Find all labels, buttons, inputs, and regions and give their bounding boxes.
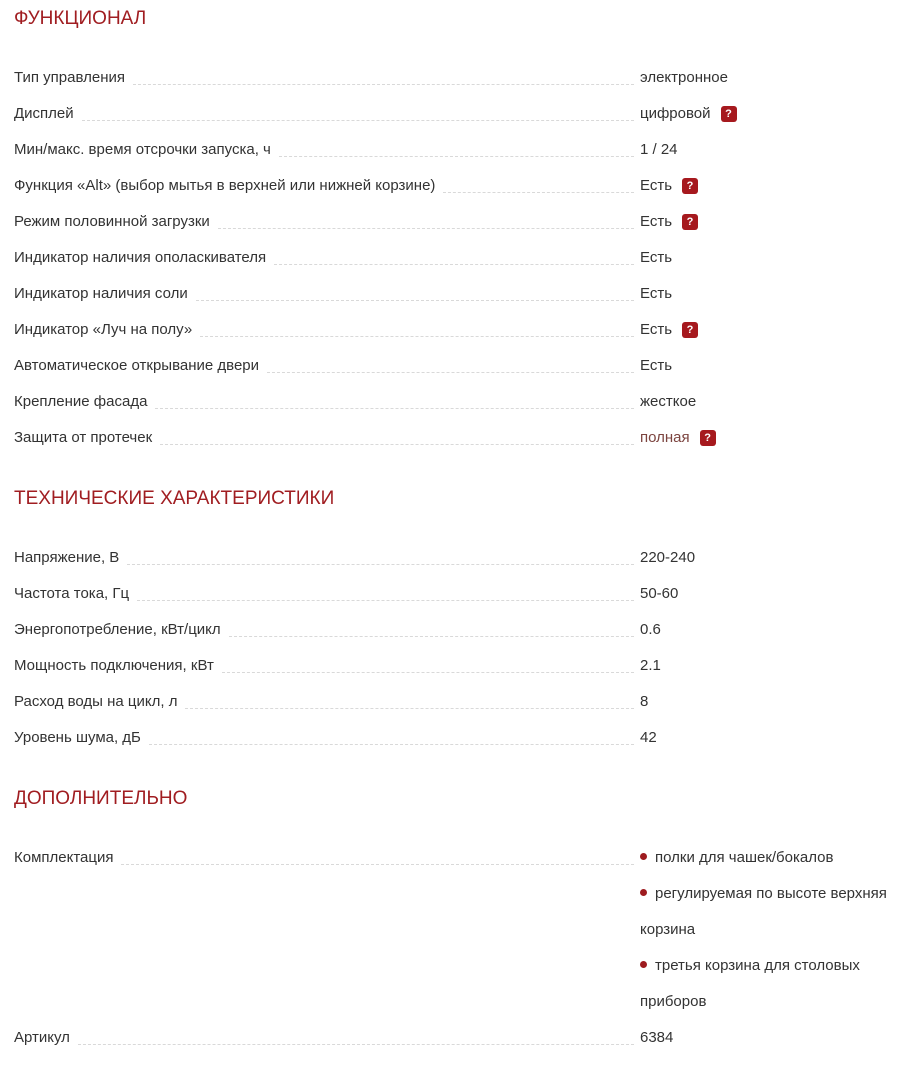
spec-sections [14, 8, 892, 1056]
spec-value-text: 50-60 [640, 585, 679, 602]
spec-value [640, 540, 892, 576]
bullet-item-text: третья корзина для столовых приборов [640, 957, 860, 1010]
spec-value [640, 576, 892, 612]
help-tooltip-icon[interactable]: ? [682, 178, 698, 194]
spec-value-text: 42 [640, 729, 657, 746]
spec-value [640, 840, 892, 1020]
spec-value [640, 648, 892, 684]
spec-value-text: Есть [640, 321, 673, 338]
spec-row [14, 132, 892, 168]
spec-value [640, 420, 892, 456]
spec-label: Автоматическое открывание двери [14, 357, 260, 374]
spec-value [640, 168, 892, 204]
spec-row [14, 840, 892, 1020]
spec-value-text: 0.6 [640, 621, 661, 638]
spec-row [14, 168, 892, 204]
dotted-leader-line [133, 60, 634, 85]
spec-label-area [14, 312, 640, 348]
spec-value [640, 312, 892, 348]
spec-row [14, 276, 892, 312]
spec-value-text: 1 / 24 [640, 141, 678, 158]
spec-row [14, 384, 892, 420]
spec-label: Индикатор «Луч на полу» [14, 321, 193, 338]
spec-row [14, 684, 892, 720]
spec-label: Артикул [14, 1029, 70, 1046]
spec-row [14, 540, 892, 576]
spec-label: Функция «Alt» (выбор мытья в верхней или нижней корзине) [14, 177, 436, 194]
dotted-leader-line [274, 240, 634, 265]
help-tooltip-icon[interactable]: ? [682, 214, 698, 230]
spec-value-text: Есть [640, 285, 673, 302]
bullet-dot-icon [640, 889, 647, 896]
spec-row [14, 720, 892, 756]
spec-row [14, 612, 892, 648]
spec-label-area [14, 204, 640, 240]
spec-row [14, 240, 892, 276]
spec-label: Индикатор наличия соли [14, 285, 188, 302]
spec-label: Дисплей [14, 105, 74, 122]
help-tooltip-icon[interactable]: ? [721, 106, 737, 122]
spec-row [14, 312, 892, 348]
spec-label-area [14, 240, 640, 276]
dotted-leader-line [127, 540, 634, 565]
dotted-leader-line [82, 96, 634, 121]
bullet-dot-icon [640, 961, 647, 968]
dotted-leader-line [218, 204, 634, 229]
spec-label: Защита от протечек [14, 429, 153, 446]
bullet-item-text: регулируемая по высоте верхняя корзина [640, 885, 887, 938]
spec-label: Частота тока, Гц [14, 585, 130, 602]
spec-row [14, 1020, 892, 1056]
spec-value-text: 2.1 [640, 657, 661, 674]
spec-value [640, 204, 892, 240]
spec-section [14, 8, 892, 456]
spec-label: Режим половинной загрузки [14, 213, 210, 230]
spec-value [640, 684, 892, 720]
dotted-leader-line [78, 1020, 634, 1045]
dotted-leader-line [149, 720, 634, 745]
spec-value-text: цифровой [640, 105, 711, 122]
spec-label: Напряжение, В [14, 549, 120, 566]
spec-value [640, 276, 892, 312]
spec-value-text: 220-240 [640, 549, 696, 566]
spec-label: Индикатор наличия ополаскивателя [14, 249, 267, 266]
spec-label-area [14, 1020, 640, 1056]
dotted-leader-line [222, 648, 634, 673]
spec-label-area [14, 684, 640, 720]
spec-value [640, 348, 892, 384]
spec-value [640, 720, 892, 756]
help-tooltip-icon[interactable]: ? [700, 430, 716, 446]
dotted-leader-line [137, 576, 634, 601]
spec-label-area [14, 720, 640, 756]
spec-label: Тип управления [14, 69, 125, 86]
spec-label-area [14, 168, 640, 204]
dotted-leader-line [196, 276, 634, 301]
bullet-dot-icon [640, 853, 647, 860]
bullet-item-text: полки для чашек/бокалов [655, 849, 834, 866]
spec-value-text: полная [640, 429, 690, 446]
spec-label-area [14, 132, 640, 168]
spec-label-area [14, 420, 640, 456]
dotted-leader-line [267, 348, 634, 373]
spec-value-text: 6384 [640, 1029, 674, 1046]
dotted-leader-line [185, 684, 634, 709]
spec-label: Крепление фасада [14, 393, 148, 410]
spec-value-text: Есть [640, 249, 673, 266]
spec-value-text: Есть [640, 357, 673, 374]
dotted-leader-line [443, 168, 634, 193]
dotted-leader-line [200, 312, 634, 337]
spec-label: Комплектация [14, 849, 114, 866]
spec-label-area [14, 540, 640, 576]
spec-row [14, 648, 892, 684]
spec-label-area [14, 612, 640, 648]
spec-row [14, 204, 892, 240]
spec-value [640, 612, 892, 648]
spec-value-text: 8 [640, 693, 649, 710]
spec-label: Уровень шума, дБ [14, 729, 141, 746]
spec-row [14, 96, 892, 132]
spec-row [14, 60, 892, 96]
spec-label-area [14, 840, 640, 876]
spec-value [640, 96, 892, 132]
section-title: ДОПОЛНИТЕЛЬНО [14, 788, 188, 809]
spec-label: Мощность подключения, кВт [14, 657, 214, 674]
spec-value [640, 384, 892, 420]
spec-row [14, 348, 892, 384]
dotted-leader-line [160, 420, 634, 445]
dotted-leader-line [155, 384, 634, 409]
spec-label: Расход воды на цикл, л [14, 693, 178, 710]
spec-value [640, 60, 892, 96]
spec-row [14, 420, 892, 456]
spec-label: Энергопотребление, кВт/цикл [14, 621, 221, 638]
spec-section [14, 788, 892, 1056]
spec-label-area [14, 60, 640, 96]
spec-label-area [14, 384, 640, 420]
spec-value-text: Есть [640, 177, 673, 194]
spec-label-area [14, 348, 640, 384]
section-title: ФУНКЦИОНАЛ [14, 8, 147, 29]
spec-value [640, 132, 892, 168]
spec-label-area [14, 276, 640, 312]
spec-value-text: жесткое [640, 393, 697, 410]
spec-value-text: электронное [640, 69, 728, 86]
spec-value [640, 1020, 892, 1056]
help-tooltip-icon[interactable]: ? [682, 322, 698, 338]
section-title: ТЕХНИЧЕСКИЕ ХАРАКТЕРИСТИКИ [14, 488, 335, 509]
bullet-list-item [640, 840, 892, 876]
spec-label-area [14, 648, 640, 684]
bullet-list-item [640, 948, 892, 1020]
dotted-leader-line [229, 612, 634, 637]
spec-value-text: Есть [640, 213, 673, 230]
bullet-list-item [640, 876, 892, 948]
spec-row [14, 576, 892, 612]
dotted-leader-line [279, 132, 634, 157]
spec-section [14, 488, 892, 756]
spec-label-area [14, 96, 640, 132]
dotted-leader-line [121, 840, 634, 865]
spec-label-area [14, 576, 640, 612]
spec-label: Мин/макс. время отсрочки запуска, ч [14, 141, 271, 158]
spec-value [640, 240, 892, 276]
